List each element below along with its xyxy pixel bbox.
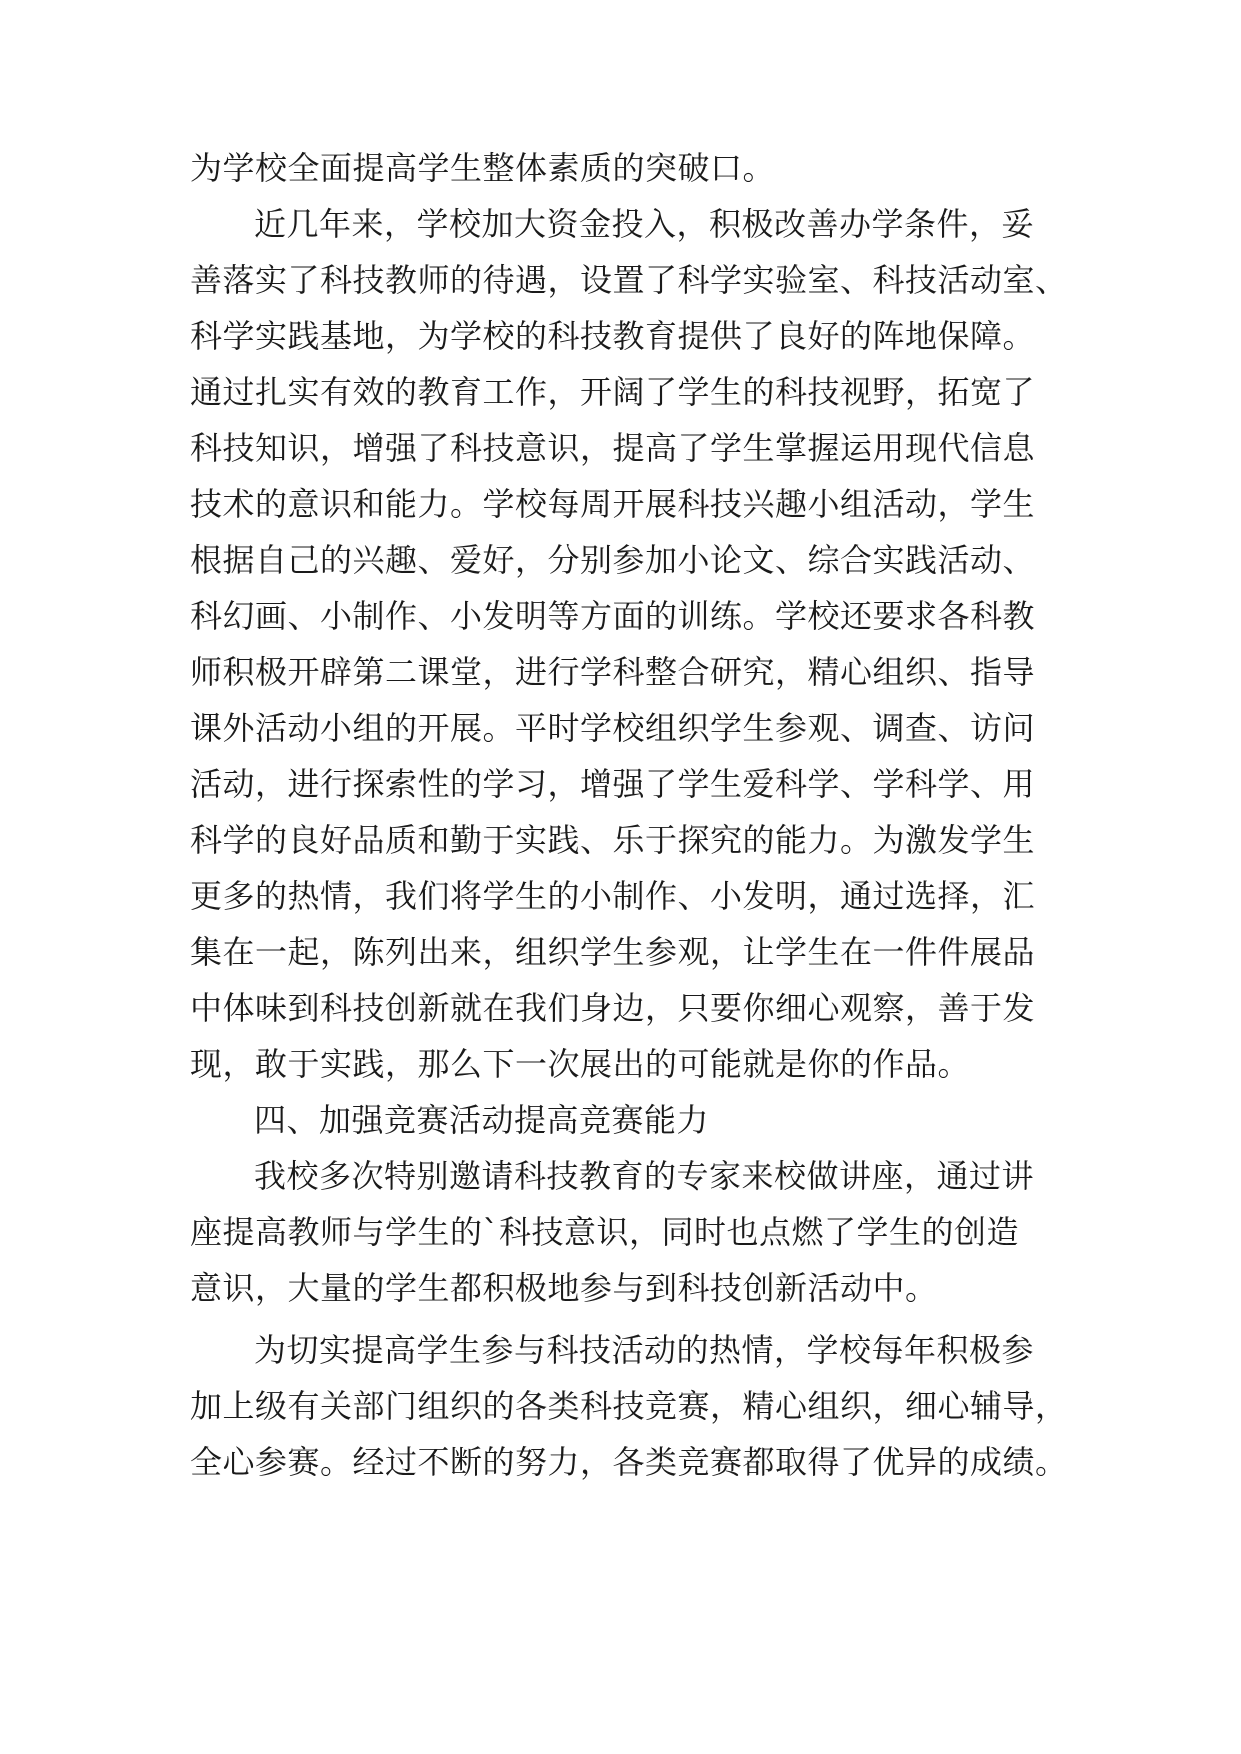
text-line: 科幻画、小制作、小发明等方面的训练。学校还要求各科教 xyxy=(190,597,1036,635)
text-line: 根据自己的兴趣、爱好，分别参加小论文、综合实践活动、 xyxy=(190,541,1036,579)
text-line: 意识，大量的学生都积极地参与到科技创新活动中。 xyxy=(190,1269,938,1307)
text-line: 善落实了科技教师的待遇，设置了科学实验室、科技活动室、 xyxy=(190,261,1068,299)
paragraph-first-line: 我校多次特别邀请科技教育的专家来校做讲座，通过讲 xyxy=(254,1157,1035,1195)
text-line: 为学校全面提高学生整体素质的突破口。 xyxy=(190,149,776,187)
text-line: 科学实践基地，为学校的科技教育提供了良好的阵地保障。 xyxy=(190,317,1036,355)
text-line: 更多的热情，我们将学生的小制作、小发明，通过选择，汇 xyxy=(190,877,1036,915)
text-line: 科学的良好品质和勤于实践、乐于探究的能力。为激发学生 xyxy=(190,821,1036,859)
text-line: 师积极开辟第二课堂，进行学科整合研究，精心组织、指导 xyxy=(190,653,1036,691)
text-line: 现，敢于实践，那么下一次展出的可能就是你的作品。 xyxy=(190,1045,971,1083)
text-line: 课外活动小组的开展。平时学校组织学生参观、调查、访问 xyxy=(190,709,1036,747)
text-line: 全心参赛。经过不断的努力，各类竞赛都取得了优异的成绩。 xyxy=(190,1443,1068,1481)
text-line: 加上级有关部门组织的各类科技竞赛，精心组织，细心辅导， xyxy=(190,1387,1068,1425)
section-heading: 四、加强竞赛活动提高竞赛能力 xyxy=(254,1101,710,1139)
text-line: 集在一起，陈列出来，组织学生参观，让学生在一件件展品 xyxy=(190,933,1036,971)
text-line: 通过扎实有效的教育工作，开阔了学生的科技视野，拓宽了 xyxy=(190,373,1036,411)
paragraph-first-line: 近几年来，学校加大资金投入，积极改善办学条件，妥 xyxy=(254,205,1035,243)
text-line: 中体味到科技创新就在我们身边，只要你细心观察，善于发 xyxy=(190,989,1036,1027)
text-line: 活动，进行探索性的学习，增强了学生爱科学、学科学、用 xyxy=(190,765,1036,803)
text-line: 座提高教师与学生的`科技意识，同时也点燃了学生的创造 xyxy=(190,1213,1020,1251)
text-line: 科技知识，增强了科技意识，提高了学生掌握运用现代信息 xyxy=(190,429,1036,467)
text-line: 技术的意识和能力。学校每周开展科技兴趣小组活动，学生 xyxy=(190,485,1036,523)
paragraph-first-line: 为切实提高学生参与科技活动的热情，学校每年积极参 xyxy=(254,1331,1035,1369)
